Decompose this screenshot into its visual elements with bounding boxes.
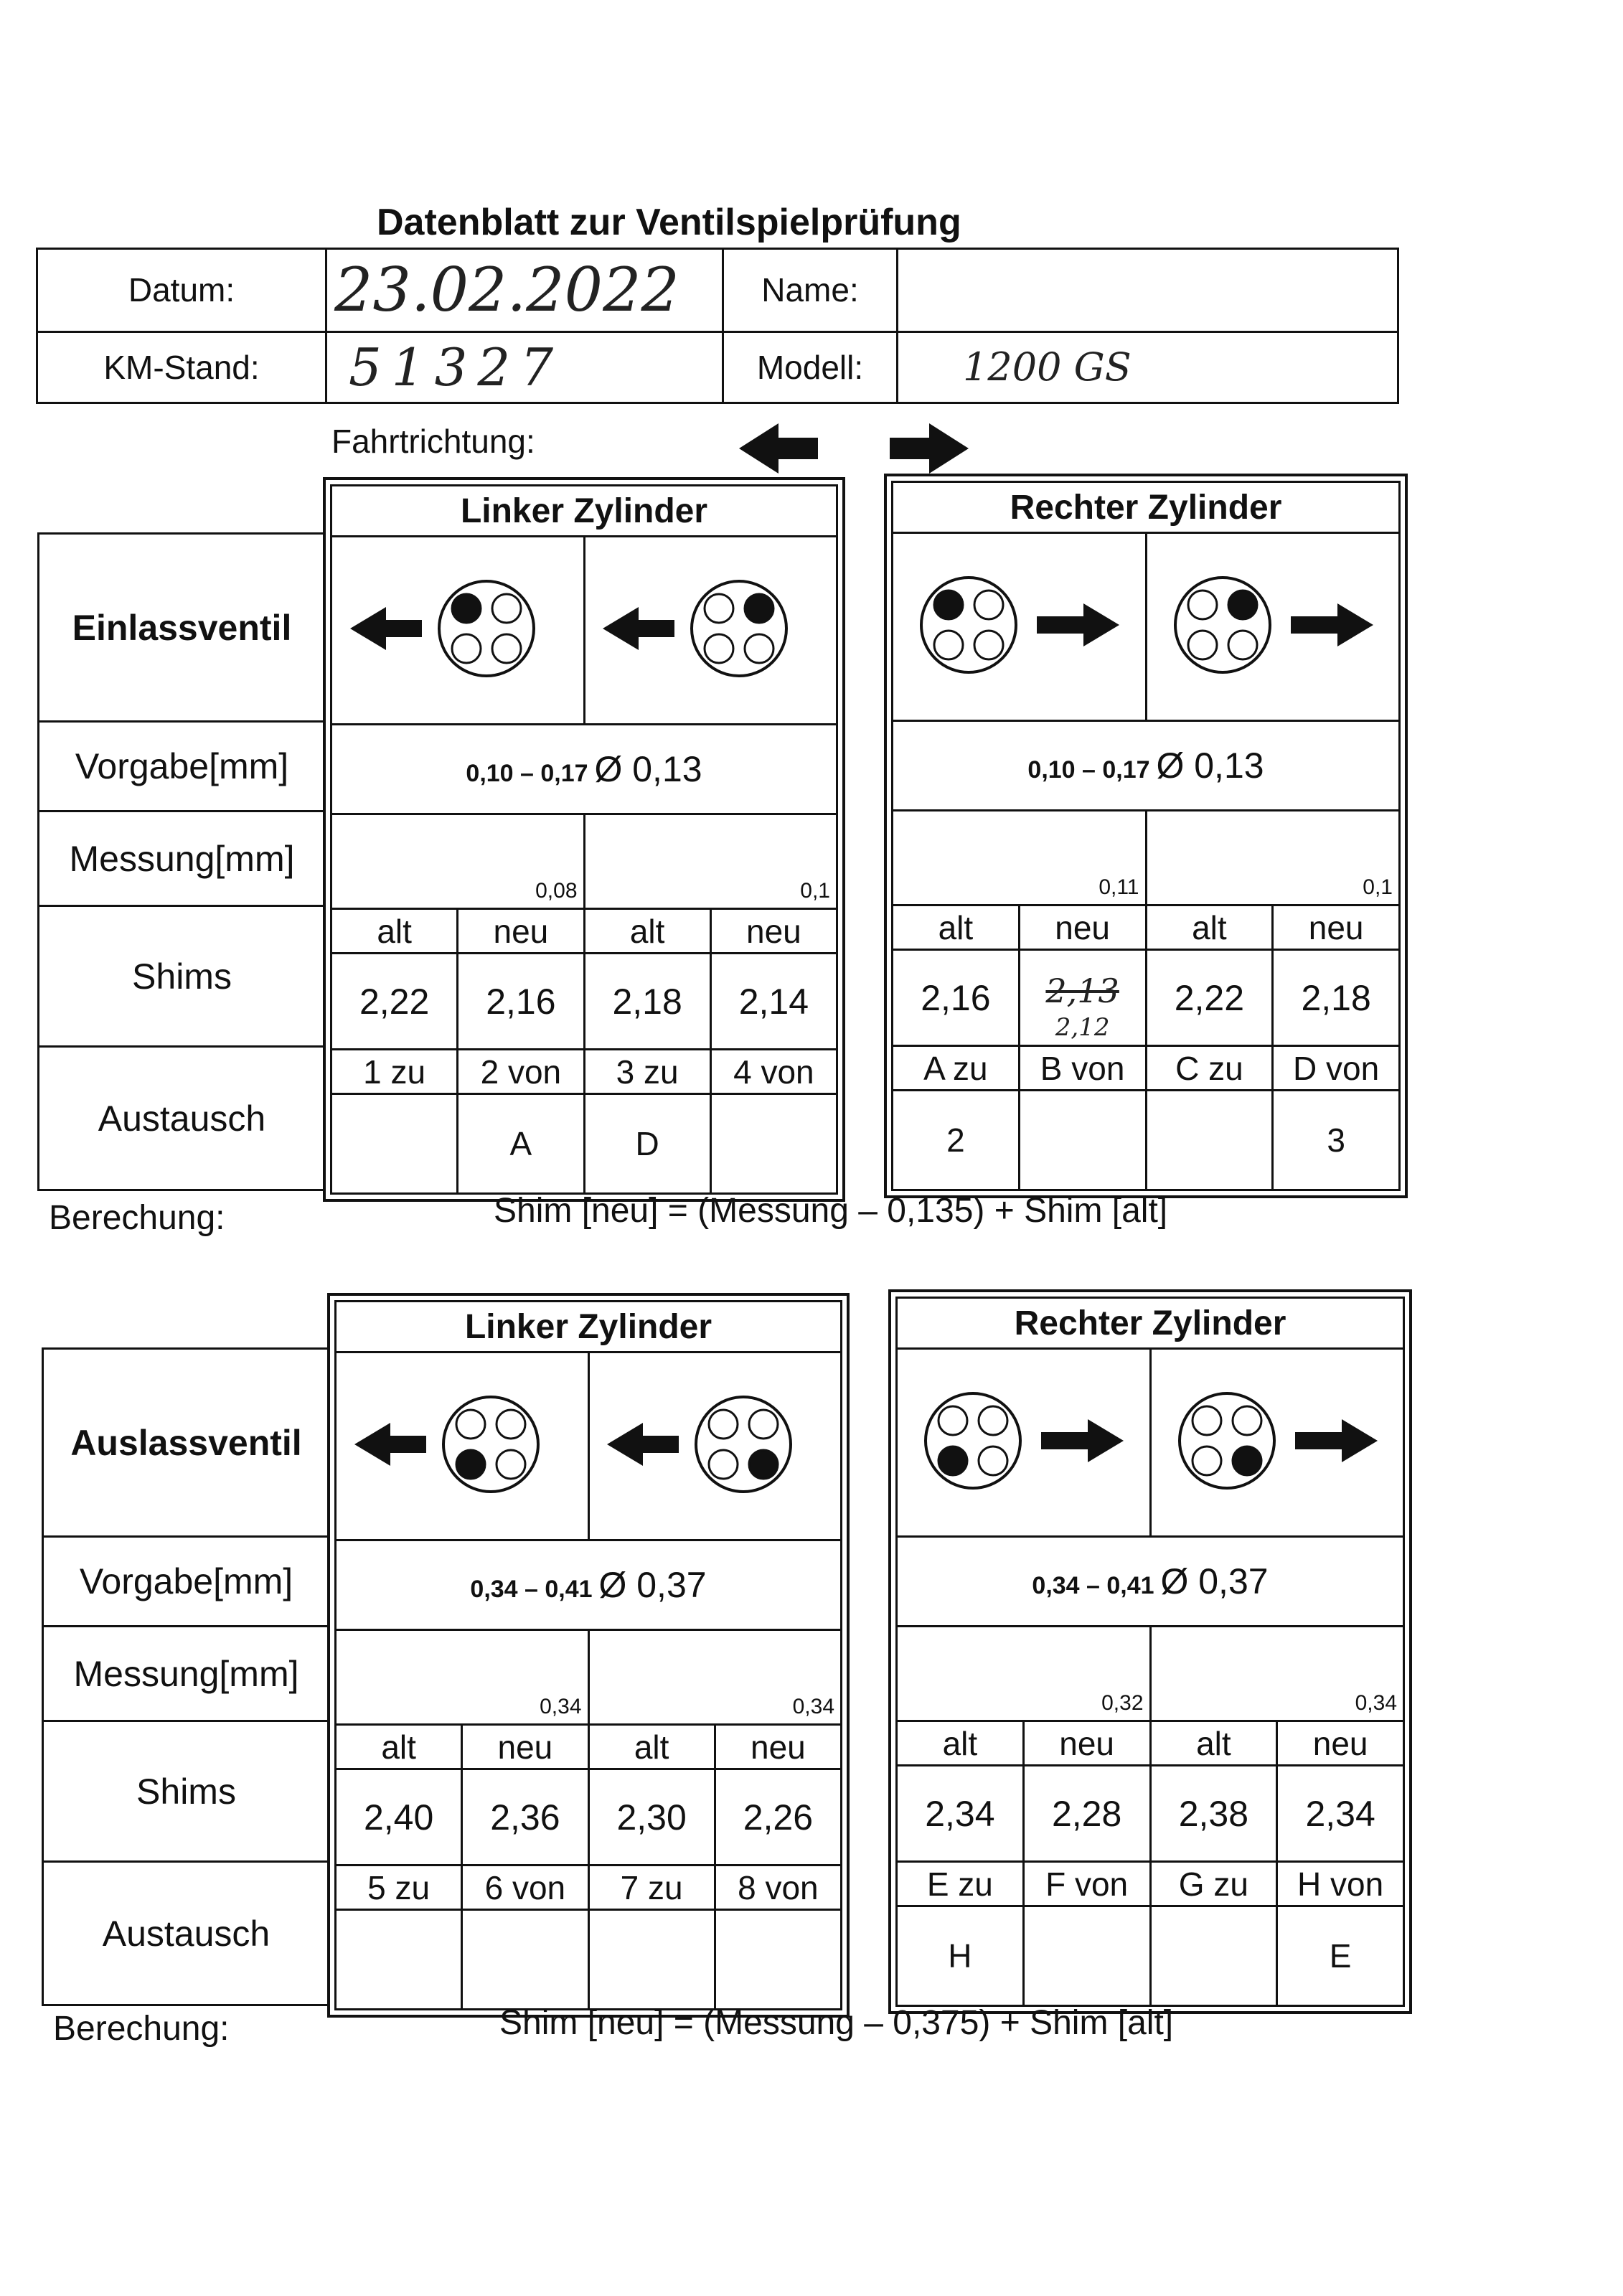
austausch-value[interactable]: [1146, 1091, 1273, 1190]
austausch-header: 6 von: [462, 1866, 588, 1910]
vorgabe-cell: [897, 1537, 1404, 1627]
shim-value-correction: 2,12: [1055, 1013, 1110, 1042]
austausch-value[interactable]: [462, 1910, 588, 2010]
austausch-value[interactable]: [1023, 1906, 1150, 2006]
shim-header: alt: [893, 905, 1020, 950]
austausch-header: 7 zu: [588, 1866, 715, 1910]
messung-value: 0,08: [535, 879, 578, 903]
austausch-value[interactable]: 3: [1273, 1091, 1400, 1190]
austausch-label: Austausch: [39, 1047, 326, 1190]
shim-value[interactable]: 2,40: [336, 1769, 462, 1866]
valve-diagram-3: [893, 533, 1147, 721]
einlass-linker-zylinder: [323, 477, 845, 1202]
austausch-header: F von: [1023, 1862, 1150, 1906]
messung-cell-a[interactable]: [893, 811, 1147, 905]
vorgabe-label: Vorgabe[mm]: [43, 1537, 330, 1627]
valve-arrow-right-icon: [1170, 1383, 1385, 1498]
valve-diagram-6: [588, 1352, 842, 1540]
austausch-header: 4 von: [710, 1050, 837, 1094]
austausch-value[interactable]: [1019, 1091, 1146, 1190]
shim-header: neu: [710, 909, 837, 954]
shim-header: alt: [1146, 905, 1273, 950]
valve-arrow-left-icon: [603, 571, 818, 686]
messung-cell-a[interactable]: [336, 1630, 589, 1725]
valve-arrow-left-icon: [607, 1387, 822, 1502]
austausch-header: H von: [1277, 1862, 1404, 1906]
shim-header: neu: [1277, 1721, 1404, 1766]
vorgabe-cell: [336, 1540, 842, 1630]
einlass-rechter-zylinder: [884, 474, 1408, 1198]
austausch-header: 1 zu: [331, 1050, 458, 1094]
austausch-header: D von: [1273, 1046, 1400, 1091]
shim-header: alt: [331, 909, 458, 954]
shim-header: neu: [1023, 1721, 1150, 1766]
valve-arrow-right-icon: [911, 568, 1126, 682]
vorgabe-average: Ø 0,13: [1156, 745, 1264, 786]
valve-diagram-5: [336, 1352, 589, 1540]
austausch-value[interactable]: A: [458, 1094, 584, 1194]
km-label: KM-Stand:: [37, 331, 326, 403]
valve-arrow-left-icon: [350, 571, 565, 686]
austausch-header: 2 von: [458, 1050, 584, 1094]
einlass-label-column: [37, 532, 326, 1191]
austausch-header: B von: [1019, 1046, 1146, 1091]
cylinder-title: Linker Zylinder: [336, 1302, 842, 1352]
austausch-value[interactable]: [588, 1910, 715, 2010]
name-value[interactable]: [898, 249, 1398, 332]
messung-value: 0,32: [1101, 1691, 1144, 1715]
shim-value-corrected-cell[interactable]: [1019, 950, 1146, 1046]
messung-value: 0,1: [800, 879, 830, 903]
valve-diagram-1: [331, 537, 585, 725]
messung-cell-b[interactable]: [1150, 1627, 1404, 1721]
modell-value[interactable]: 1200 GS: [898, 331, 1398, 403]
shim-value[interactable]: 2,18: [1273, 950, 1400, 1046]
shim-header: alt: [336, 1725, 462, 1769]
messung-label: Messung[mm]: [43, 1627, 330, 1721]
messung-value: 0,34: [540, 1695, 582, 1718]
shim-header: neu: [1019, 905, 1146, 950]
berechnung-label: Berechung:: [49, 1199, 225, 1237]
shim-value[interactable]: 2,14: [710, 954, 837, 1050]
shims-label: Shims: [43, 1721, 330, 1862]
austausch-label: Austausch: [43, 1862, 330, 2005]
austausch-value[interactable]: [1150, 1906, 1277, 2006]
auslassventil-label: Auslassventil: [43, 1349, 330, 1537]
cylinder-title: Rechter Zylinder: [893, 482, 1400, 533]
shim-value[interactable]: 2,16: [893, 950, 1020, 1046]
auslass-rechter-zylinder: [888, 1289, 1412, 2014]
shim-value[interactable]: 2,22: [331, 954, 458, 1050]
datum-value[interactable]: 23.02.2022: [326, 249, 723, 332]
shim-value[interactable]: 2,36: [462, 1769, 588, 1866]
shim-value[interactable]: 2,38: [1150, 1766, 1277, 1862]
vorgabe-average: Ø 0,37: [1160, 1561, 1269, 1601]
shim-header: neu: [715, 1725, 841, 1769]
shim-header: alt: [1150, 1721, 1277, 1766]
header-table: [36, 248, 1399, 404]
austausch-header: A zu: [893, 1046, 1020, 1091]
austausch-value[interactable]: H: [897, 1906, 1024, 2006]
messung-cell-b[interactable]: [588, 1630, 842, 1725]
direction-arrows-icon: [739, 423, 969, 474]
messung-value: 0,11: [1099, 875, 1139, 899]
einlassventil-label: Einlassventil: [39, 534, 326, 722]
shim-header: neu: [458, 909, 584, 954]
name-label: Name:: [723, 249, 898, 332]
austausch-value[interactable]: D: [584, 1094, 710, 1194]
austausch-header: 8 von: [715, 1866, 841, 1910]
messung-value: 0,34: [792, 1695, 834, 1718]
valve-arrow-right-icon: [916, 1383, 1131, 1498]
austausch-value[interactable]: [715, 1910, 841, 2010]
shim-value[interactable]: 2,16: [458, 954, 584, 1050]
messung-cell-b[interactable]: [1146, 811, 1400, 905]
berechnung-formula: Shim [neu] = (Messung – 0,135) + Shim [alt]: [494, 1192, 1168, 1230]
valve-diagram-4: [1146, 533, 1400, 721]
messung-value: 0,34: [1355, 1691, 1397, 1715]
austausch-header: 3 zu: [584, 1050, 710, 1094]
vorgabe-range: 0,10 – 0,17: [466, 760, 588, 787]
messung-value: 0,1: [1363, 875, 1393, 899]
vorgabe-label: Vorgabe[mm]: [39, 722, 326, 811]
vorgabe-average: Ø 0,37: [598, 1565, 707, 1605]
datum-label: Datum:: [37, 249, 326, 332]
austausch-header: E zu: [897, 1862, 1024, 1906]
austausch-value[interactable]: [331, 1094, 458, 1194]
messung-cell-a[interactable]: [897, 1627, 1151, 1721]
shim-header: alt: [897, 1721, 1024, 1766]
shim-value[interactable]: 2,26: [715, 1769, 841, 1866]
cylinder-title: Linker Zylinder: [331, 486, 837, 537]
cylinder-title: Rechter Zylinder: [897, 1298, 1404, 1349]
modell-label: Modell:: [723, 331, 898, 403]
vorgabe-range: 0,34 – 0,41: [470, 1576, 593, 1603]
messung-label: Messung[mm]: [39, 811, 326, 906]
shim-header: neu: [462, 1725, 588, 1769]
austausch-value[interactable]: E: [1277, 1906, 1404, 2006]
vorgabe-range: 0,34 – 0,41: [1032, 1572, 1154, 1599]
austausch-header: G zu: [1150, 1862, 1277, 1906]
shim-header: neu: [1273, 905, 1400, 950]
shim-value[interactable]: 2,34: [1277, 1766, 1404, 1862]
austausch-header: 5 zu: [336, 1866, 462, 1910]
auslass-label-column: [42, 1347, 331, 2006]
km-value[interactable]: 51327: [326, 331, 723, 403]
austausch-header: C zu: [1146, 1046, 1273, 1091]
vorgabe-cell: [331, 725, 837, 814]
shim-header: alt: [588, 1725, 715, 1769]
shims-label: Shims: [39, 906, 326, 1047]
vorgabe-average: Ø 0,13: [594, 749, 702, 789]
fahrtrichtung-label: Fahrtrichtung:: [331, 423, 535, 460]
valve-diagram-8: [1150, 1349, 1404, 1537]
page-title: Datenblatt zur Ventilspielprüfung: [377, 202, 961, 243]
shim-header: alt: [584, 909, 710, 954]
valve-diagram-7: [897, 1349, 1151, 1537]
shim-value-crossed: 2,13: [1045, 971, 1119, 1010]
austausch-value[interactable]: 2: [893, 1091, 1020, 1190]
auslass-linker-zylinder: [327, 1293, 850, 2018]
vorgabe-range: 0,10 – 0,17: [1027, 756, 1150, 784]
shim-value[interactable]: 2,34: [897, 1766, 1024, 1862]
valve-diagram-2: [584, 537, 837, 725]
shim-value[interactable]: 2,30: [588, 1769, 715, 1866]
messung-cell-a[interactable]: [331, 814, 585, 909]
messung-cell-b[interactable]: [584, 814, 837, 909]
valve-arrow-left-icon: [354, 1387, 570, 1502]
vorgabe-cell: [893, 721, 1400, 811]
berechnung-label: Berechung:: [53, 2010, 230, 2048]
berechnung-formula: Shim [neu] = (Messung – 0,375) + Shim [alt]: [499, 2004, 1174, 2042]
shim-value[interactable]: 2,28: [1023, 1766, 1150, 1862]
valve-arrow-right-icon: [1165, 568, 1380, 682]
austausch-value[interactable]: [710, 1094, 837, 1194]
shim-value[interactable]: 2,22: [1146, 950, 1273, 1046]
shim-value[interactable]: 2,18: [584, 954, 710, 1050]
austausch-value[interactable]: [336, 1910, 462, 2010]
